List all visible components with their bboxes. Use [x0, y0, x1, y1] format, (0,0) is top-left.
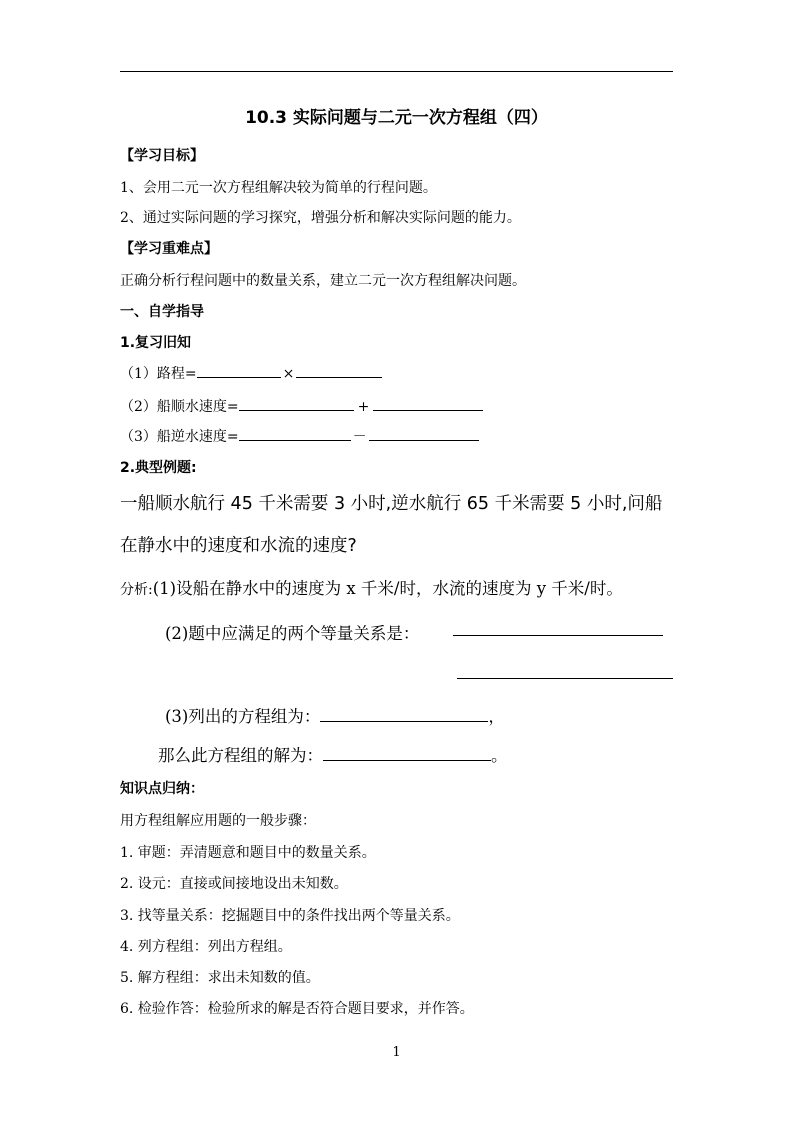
summary-step-4: 4. 列方程组：列出方程组。 — [120, 939, 292, 955]
review-item-3 — [120, 426, 479, 446]
analysis-step-4-end: 。 — [491, 746, 508, 765]
section1-heading: 一、自学指导 — [120, 304, 204, 320]
review-item-1-op: × — [282, 366, 295, 382]
example-heading: 2.典型例题: — [120, 460, 197, 476]
answer-blank[interactable] — [239, 426, 351, 441]
summary-heading: 知识点归纳： — [120, 781, 204, 797]
document-title: 10.3 实际问题与二元一次方程组（四） — [245, 108, 548, 128]
analysis-step-3-label: (3)列出的方程组为： — [165, 707, 321, 726]
review-item-3-label: （3）船逆水速度= — [120, 429, 239, 445]
analysis-prefix: 分析: — [120, 582, 153, 598]
goals-heading: 【学习目标】 — [120, 148, 204, 164]
review-item-2-label: （2）船顺水速度= — [120, 399, 239, 415]
answer-blank[interactable] — [457, 678, 673, 679]
analysis-step-3-end: ， — [488, 707, 505, 726]
key-points-heading: 【学习重难点】 — [120, 241, 218, 257]
key-points-text: 正确分析行程问题中的数量关系，建立二元一次方程组解决问题。 — [120, 273, 526, 289]
summary-intro: 用方程组解应用题的一般步骤： — [120, 813, 316, 829]
analysis-step-2: (2)题中应满足的两个等量关系是： — [165, 624, 420, 643]
summary-step-6: 6. 检验作答：检验所求的解是否符合题目要求，并作答。 — [120, 1001, 474, 1017]
review-item-2-op: + — [357, 399, 370, 415]
analysis-step-1: (1)设船在静水中的速度为 x 千米/时，水流的速度为 y 千米/时。 — [152, 579, 623, 598]
answer-blank[interactable] — [239, 396, 354, 411]
summary-step-5: 5. 解方程组：求出未知数的值。 — [120, 970, 320, 986]
example-line-2: 在静水中的速度和水流的速度? — [120, 536, 357, 556]
summary-step-1: 1. 审题：弄清题意和题目中的数量关系。 — [120, 845, 376, 861]
answer-blank[interactable] — [369, 426, 479, 441]
analysis-line-1 — [120, 575, 623, 599]
analysis-step-3 — [165, 703, 505, 727]
answer-blank[interactable] — [323, 744, 491, 762]
summary-step-2: 2. 设元：直接或间接地设出未知数。 — [120, 876, 348, 892]
answer-blank[interactable] — [373, 396, 483, 411]
review-item-3-op: － — [352, 429, 367, 445]
review-item-1 — [120, 363, 382, 383]
answer-blank[interactable] — [320, 705, 488, 723]
goal-item-2: 2、通过实际问题的学习探究，增强分析和解决实际问题的能力。 — [120, 210, 521, 226]
summary-step-3: 3. 找等量关系：挖掘题目中的条件找出两个等量关系。 — [120, 908, 460, 924]
page-number: 1 — [392, 1045, 401, 1060]
review-item-2 — [120, 396, 483, 416]
review-heading: 1.复习旧知 — [120, 335, 192, 351]
answer-blank[interactable] — [296, 363, 382, 378]
answer-blank[interactable] — [197, 363, 281, 378]
goal-item-1: 1、会用二元一次方程组解决较为简单的行程问题。 — [120, 180, 437, 196]
analysis-step-4-label: 那么此方程组的解为： — [158, 746, 323, 765]
example-line-1: 一船顺水航行 45 千米需要 3 小时,逆水航行 65 千米需要 5 小时,问船 — [120, 494, 663, 514]
header-rule — [120, 71, 673, 72]
analysis-step-4 — [158, 742, 508, 766]
review-item-1-label: （1）路程= — [120, 366, 197, 382]
answer-blank[interactable] — [453, 635, 663, 636]
